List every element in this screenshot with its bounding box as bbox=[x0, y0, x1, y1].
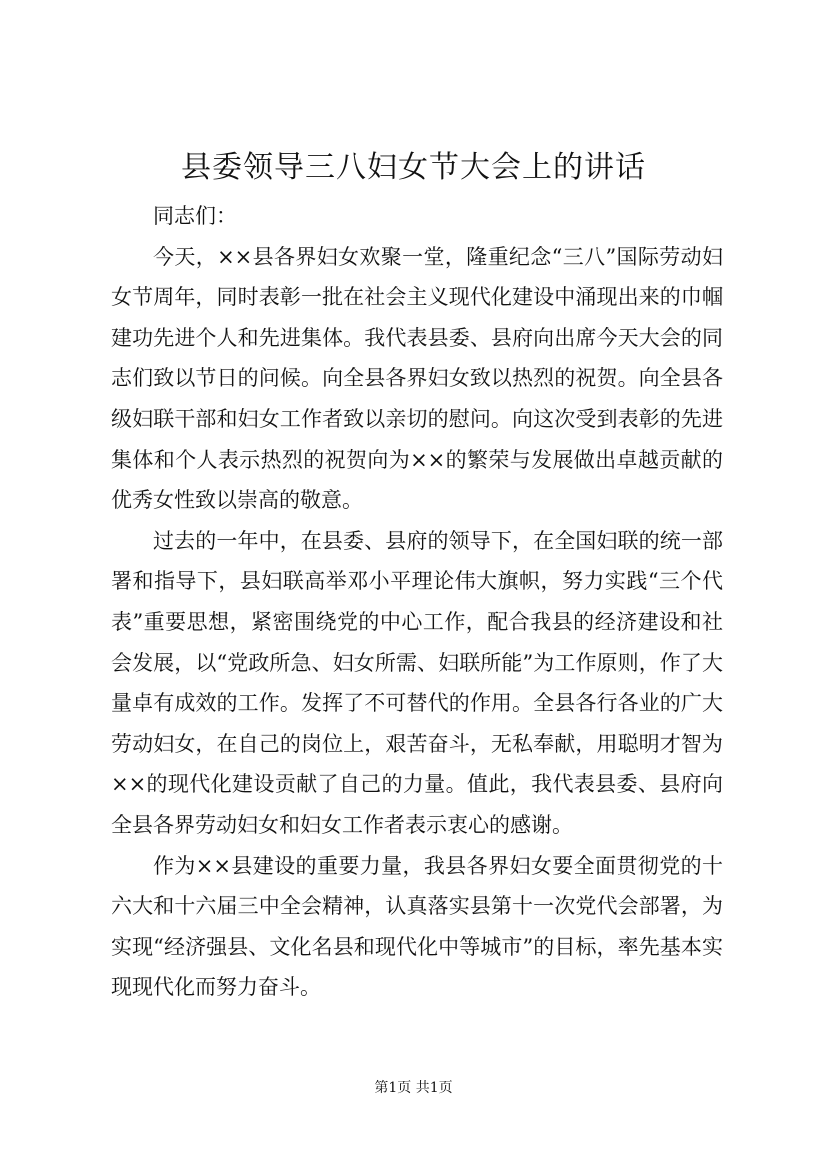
paragraph: 今天，××县各界妇女欢聚一堂，隆重纪念“三八”国际劳动妇女节周年，同时表彰一批在社会主义现代化建设中涌现出来的巾帼建功先进个人和先进集体。我代表县委、县府向出席今天大会的同志们致以节日的问候。向全县各界妇女致以热烈的祝贺。向全县各级妇联干部和妇女工作者致以亲切的慰问。向这次受到表彰的先进集体和个人表示热烈的祝贺向为××的繁荣与发展做出卓越贡献的优秀女性致以崇高的敬意。 bbox=[111, 244, 723, 513]
document-body bbox=[111, 196, 723, 1008]
paragraph: 过去的一年中，在县委、县府的领导下，在全国妇联的统一部署和指导下，县妇联高举邓小平理论伟大旗帜，努力实践“三个代表”重要思想，紧密围绕党的中心工作，配合我县的经济建设和社会发展，以“党政所急、妇女所需、妇联所能”为工作原则，作了大量卓有成效的工作。发挥了不可替代的作用。全县各行各业的广大劳动妇女，在自己的岗位上，艰苦奋斗，无私奉献，用聪明才智为××的现代化建设贡献了自己的力量。值此，我代表县委、县府向全县各界劳动妇女和妇女工作者表示衷心的感谢。 bbox=[111, 528, 723, 837]
page-number-footer: 第1页 共1页 bbox=[374, 1080, 453, 1096]
paragraph: 作为××县建设的重要力量，我县各界妇女要全面贯彻党的十六大和十六届三中全会精神，认真落实县第十一次党代会部署，为实现“经济强县、文化名县和现代化中等城市”的目标，率先基本实现现代化而努力奋斗。 bbox=[111, 853, 723, 1000]
document-title: 县委领导三八妇女节大会上的讲话 bbox=[181, 150, 646, 185]
salutation: 同志们： bbox=[153, 204, 237, 228]
